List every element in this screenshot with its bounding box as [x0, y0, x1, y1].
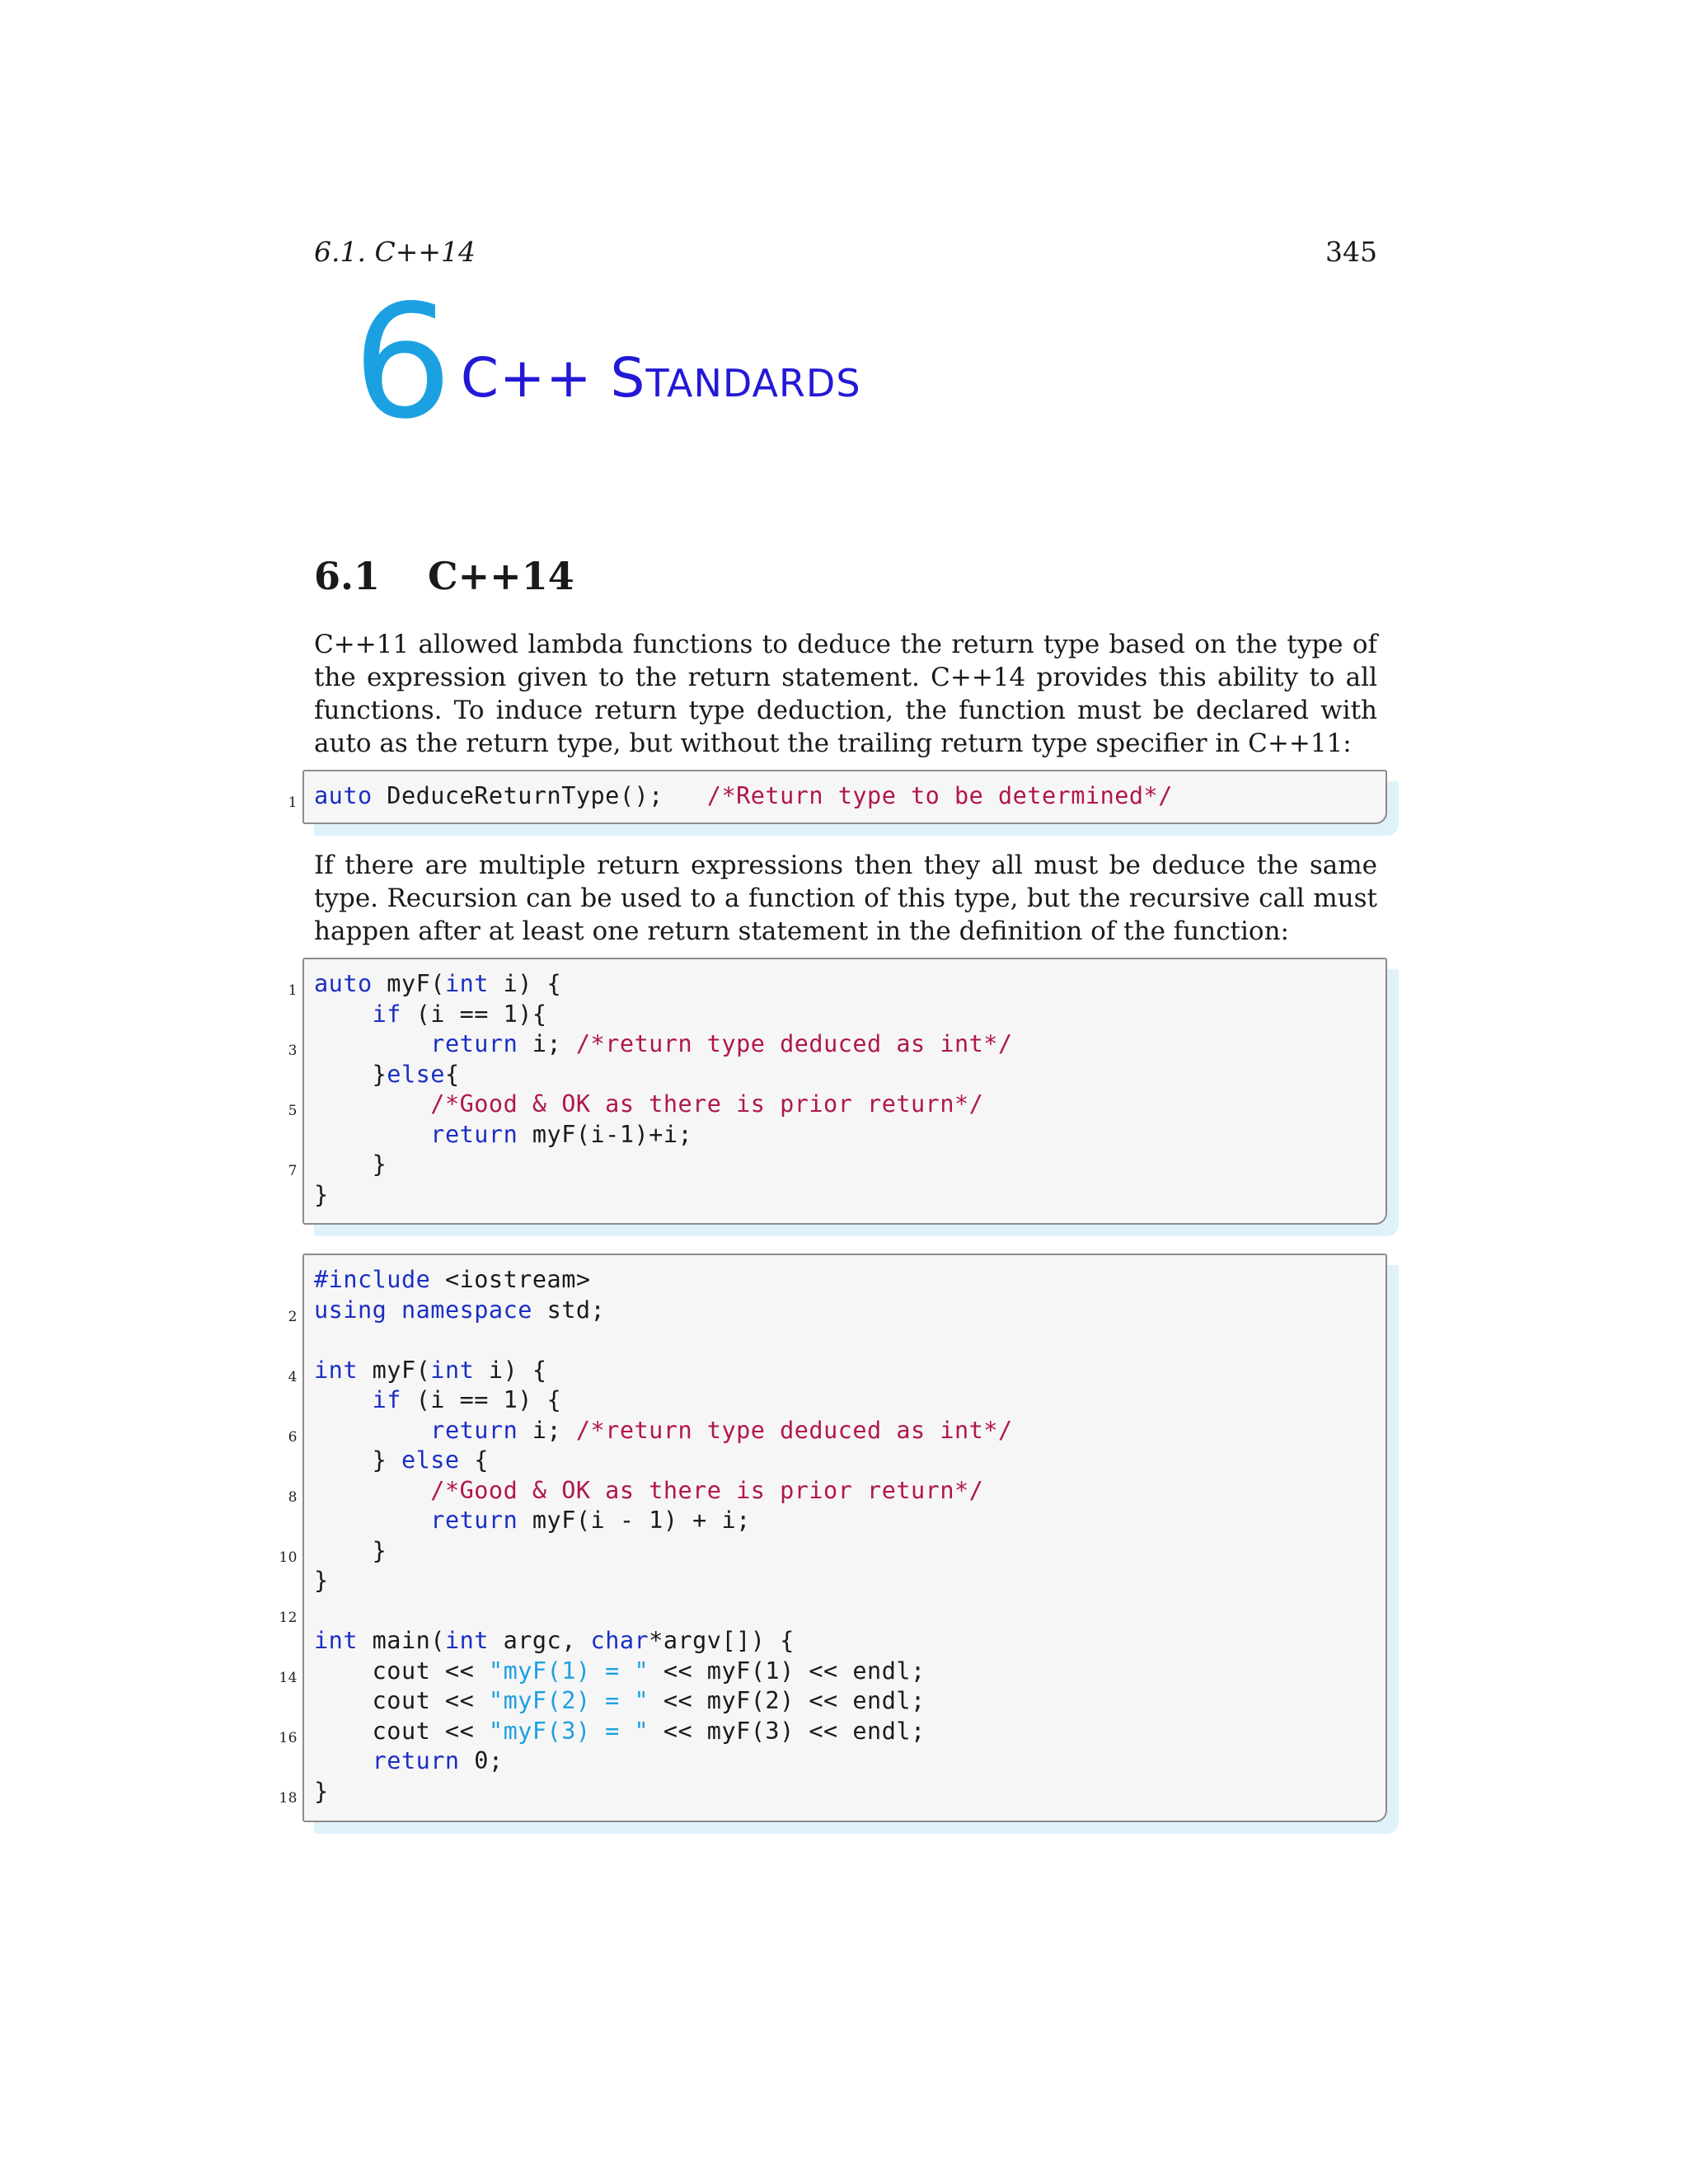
code-text: myF( [372, 970, 445, 997]
line-number: 18 [279, 1789, 298, 1807]
line-number: 16 [279, 1729, 298, 1746]
code-line [314, 1180, 1013, 1211]
code-line [314, 1000, 1013, 1030]
code-keyword: int [444, 1627, 489, 1654]
code-text: } [314, 1777, 329, 1805]
code-keyword: char [590, 1627, 649, 1654]
code-text: DeduceReturnType(); [372, 782, 707, 809]
line-number: 1 [288, 982, 298, 999]
code-line [314, 1566, 1013, 1596]
line-number: 8 [288, 1488, 298, 1506]
code-keyword: int [314, 1356, 358, 1384]
code-line [288, 1029, 1013, 1060]
code-text: } [314, 1180, 329, 1208]
line-number: 3 [288, 1043, 298, 1059]
code-text: } [314, 1446, 401, 1474]
code-line [288, 1296, 1013, 1326]
code-text: << myF(3) << endl; [649, 1717, 926, 1745]
code-lines [288, 781, 1173, 812]
code-text: argc, [488, 1627, 591, 1654]
code-keyword: int [444, 970, 489, 997]
section-title: C++14 [428, 554, 574, 598]
chapter-heading [353, 271, 861, 453]
code-text: (i == 1){ [401, 1000, 547, 1028]
code-string: "myF(1) = " [488, 1657, 649, 1685]
code-text: <iostream> [430, 1266, 591, 1293]
code-line [279, 1536, 1013, 1567]
code-line [314, 1120, 1013, 1151]
code-line [288, 1090, 1013, 1120]
code-keyword: else [387, 1060, 445, 1088]
code-comment: /*Good & OK as there is prior return*/ [430, 1090, 984, 1118]
code-text [387, 1296, 401, 1324]
code-line [314, 1060, 1013, 1090]
line-number: 14 [279, 1669, 298, 1686]
code-line [314, 1746, 1013, 1777]
code-keyword: else [401, 1446, 460, 1474]
chapter-number: 6 [353, 271, 449, 453]
line-number: 6 [288, 1428, 298, 1446]
code-line [288, 969, 1013, 1000]
code-text: } [314, 1060, 387, 1088]
line-number: 1 [288, 794, 298, 811]
code-text [314, 1030, 430, 1057]
code-line [288, 1150, 1013, 1180]
code-keyword: auto [314, 970, 373, 997]
code-line [279, 1657, 1013, 1687]
code-text: i; [518, 1416, 576, 1444]
code-line [279, 1777, 1013, 1807]
code-lines [288, 969, 1013, 1210]
code-text: i) { [488, 970, 562, 997]
code-text [314, 1477, 430, 1504]
line-number: 5 [288, 1103, 298, 1119]
code-text: myF(i-1)+i; [518, 1120, 693, 1148]
code-line [314, 1506, 1013, 1536]
code-lines [279, 1265, 1013, 1807]
code-comment: /*Good & OK as there is prior return*/ [430, 1476, 984, 1504]
code-comment: /*Return type to be determined*/ [706, 782, 1173, 809]
code-text: myF(i - 1) + i; [518, 1507, 751, 1534]
code-line [314, 1325, 1013, 1356]
code-text: myF( [357, 1356, 431, 1384]
code-line [314, 1686, 1013, 1717]
code-string: "myF(2) = " [488, 1687, 649, 1714]
code-text: cout << [314, 1717, 489, 1745]
code-text [314, 1507, 430, 1534]
code-keyword: auto [314, 782, 373, 809]
code-keyword: #include [314, 1266, 431, 1293]
code-text: i) { [474, 1356, 547, 1384]
section-heading [314, 554, 574, 598]
code-line [288, 1416, 1013, 1446]
code-keyword: namespace [401, 1296, 532, 1324]
code-text: } [314, 1536, 387, 1564]
code-text: (i == 1) { [401, 1386, 562, 1413]
code-line [288, 1356, 1013, 1386]
paragraph-recursion: If there are multiple return expressions then they all must be deduce the same type. Recursion can be used to a function of this type, but the recursive call must happen after at least one return statement in the definition of the function: [314, 851, 1377, 946]
code-text [314, 1121, 430, 1148]
code-text [314, 1417, 430, 1444]
chapter-title: C++ Standards [460, 346, 861, 410]
code-line [279, 1596, 1013, 1627]
code-keyword: if [372, 1000, 401, 1028]
code-text [314, 1386, 373, 1413]
code-text: 0; [459, 1747, 504, 1774]
code-text: << myF(1) << endl; [649, 1657, 926, 1685]
code-text: std; [532, 1296, 606, 1324]
code-keyword: return [372, 1747, 460, 1774]
code-keyword: int [430, 1356, 475, 1384]
page-number: 345 [1325, 236, 1377, 268]
code-text: { [444, 1060, 460, 1088]
code-text [314, 1001, 373, 1028]
code-line [314, 1626, 1013, 1657]
line-number: 12 [279, 1609, 298, 1626]
code-line [314, 1265, 1013, 1296]
line-number: 7 [288, 1163, 298, 1179]
code-keyword: return [430, 1030, 518, 1057]
code-keyword: return [430, 1507, 518, 1534]
running-section-ref: 6.1. C++14 [314, 236, 476, 268]
code-text: } [314, 1151, 387, 1178]
code-text: cout << [314, 1687, 489, 1714]
running-header [314, 236, 1377, 268]
paragraph-intro: C++11 allowed lambda functions to deduce the return type based on the type of the expression given to the return statement. C++14 provides this ability to all functions. To induce return type deduction, the function must be declared with auto as the return type, but without the trailing return type specifier in C++11: [314, 630, 1377, 758]
code-text: *argv[]) { [649, 1627, 795, 1654]
code-text: main( [357, 1627, 445, 1654]
code-line [279, 1717, 1013, 1747]
code-text [314, 1747, 373, 1774]
code-keyword: int [314, 1627, 358, 1654]
code-line [288, 1476, 1013, 1507]
code-line [314, 1446, 1013, 1476]
line-number: 10 [279, 1549, 298, 1566]
code-line [288, 781, 1173, 812]
code-text [314, 1090, 430, 1118]
code-keyword: using [314, 1296, 387, 1324]
code-text: cout << [314, 1657, 489, 1685]
code-text: { [459, 1446, 489, 1474]
code-text: i; [518, 1030, 576, 1057]
code-keyword: return [430, 1416, 518, 1444]
code-string: "myF(3) = " [488, 1717, 649, 1745]
code-keyword: return [430, 1120, 518, 1148]
line-number: 2 [288, 1308, 298, 1325]
code-comment: /*return type deduced as int*/ [575, 1030, 1013, 1057]
code-text: } [314, 1567, 329, 1594]
code-comment: /*return type deduced as int*/ [575, 1416, 1013, 1444]
code-text: << myF(2) << endl; [649, 1687, 926, 1714]
section-number: 6.1 [314, 554, 381, 598]
code-line [314, 1385, 1013, 1416]
code-keyword: if [372, 1386, 401, 1413]
line-number: 4 [288, 1368, 298, 1385]
